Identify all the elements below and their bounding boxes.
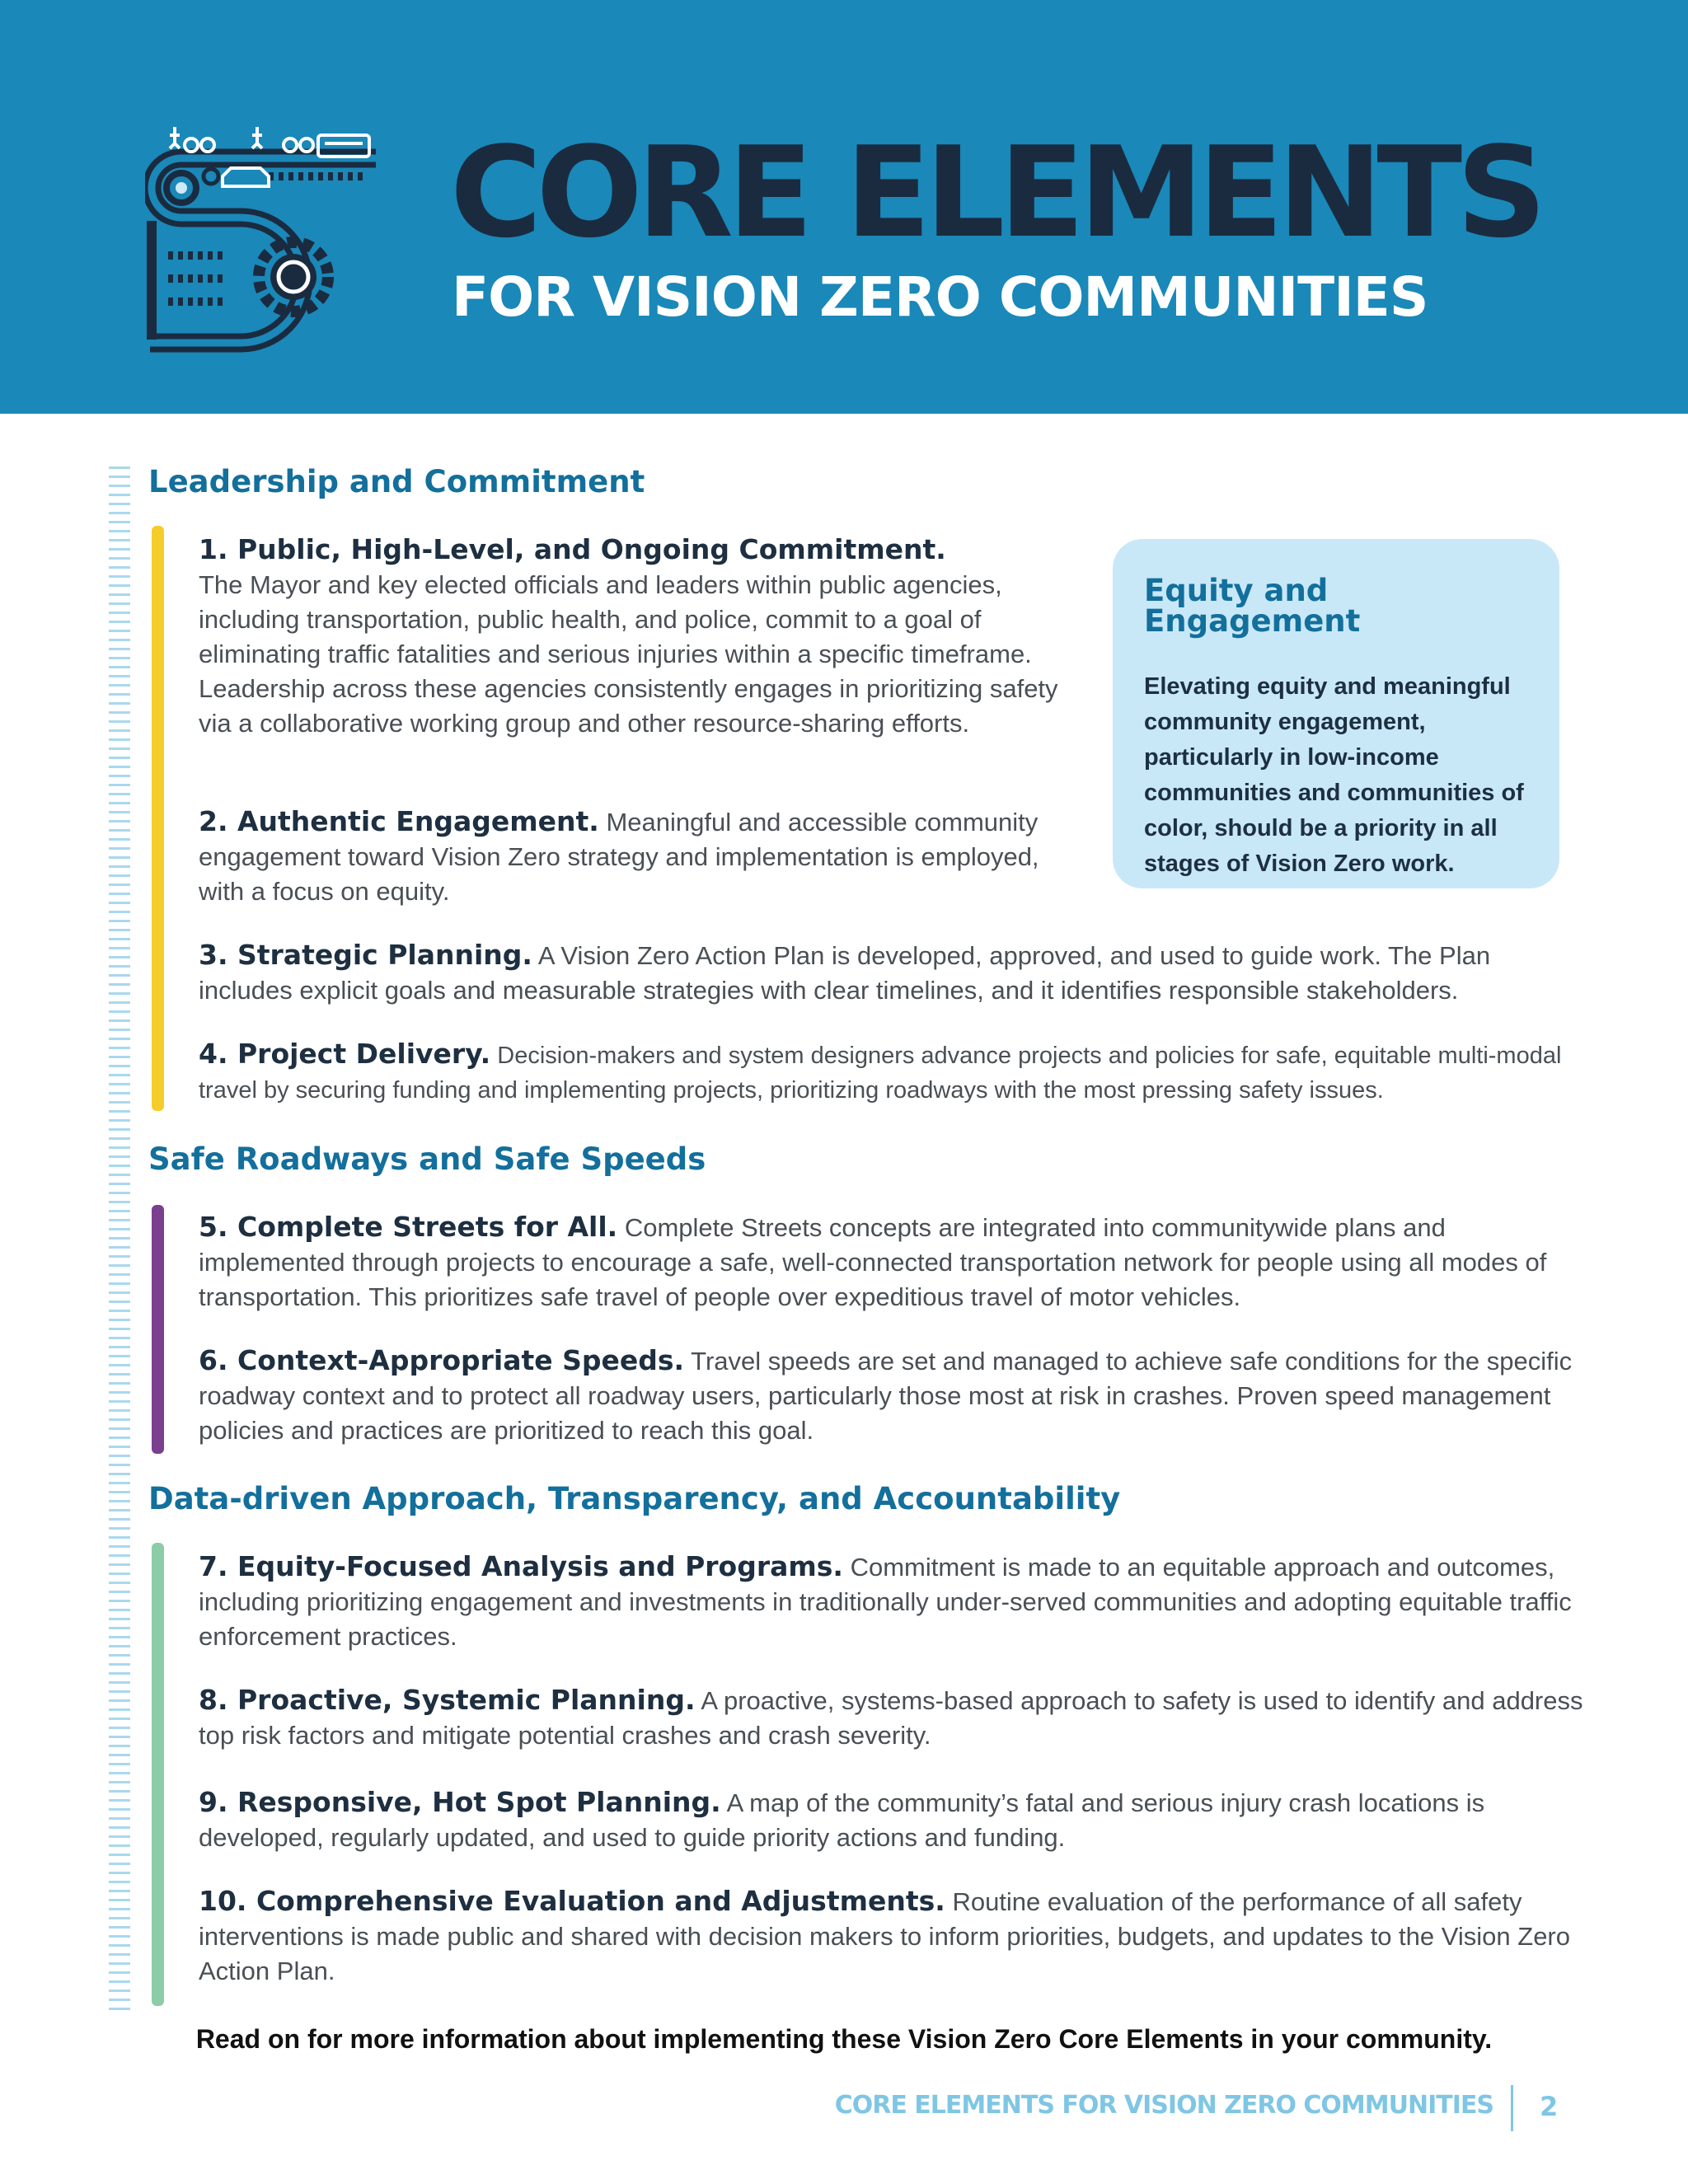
core-element-item [199, 1343, 1583, 1448]
five-conveyor-icon [145, 124, 384, 354]
core-element-item [199, 1785, 1583, 1855]
section-heading-roadways: Safe Roadways and Safe Speeds [148, 1141, 706, 1177]
section-heading-leadership: Leadership and Commitment [148, 464, 645, 499]
section-heading-data: Data-driven Approach, Transparency, and Accountability [148, 1481, 1121, 1516]
equity-callout [1113, 539, 1559, 888]
item-title: 7. Equity-Focused Analysis and Programs. [199, 1550, 843, 1582]
item-text: Meaningful and accessible community engagement toward Vision Zero strategy and implementation is employed, with a focus on equity. [199, 808, 1039, 906]
section-bar-leadership [152, 526, 164, 1111]
core-element-item [199, 1037, 1592, 1108]
core-element-item [199, 532, 1072, 741]
footer-title: CORE ELEMENTS FOR VISION ZERO COMMUNITIES [834, 2091, 1493, 2120]
item-text: Decision-makers and system designers advance projects and policies for safe, equitable multi-modal travel by securing funding and implementing projects, prioritizing roadways with the most pressing safety issues. [199, 1043, 1562, 1104]
section-bar-data [152, 1543, 164, 2006]
item-text: A Vision Zero Action Plan is developed, approved, and used to guide work. The Plan includes explicit goals and measurable strategies with clear timelines, and it identifies responsible stakeholders. [199, 941, 1491, 1005]
item-text: A proactive, systems-based approach to safety is used to identify and address top risk factors and mitigate potential crashes and crash severity. [199, 1686, 1583, 1750]
ruler-decoration [109, 466, 130, 2011]
item-title: 3. Strategic Planning. [199, 939, 532, 971]
page-title: CORE ELEMENTS [450, 120, 1541, 265]
header-banner [0, 0, 1688, 414]
item-title: 2. Authentic Engagement. [199, 805, 599, 837]
core-element-item [199, 938, 1583, 1008]
item-text: Commitment is made to an equitable approach and outcomes, including prioritizing engagement and investments in traditionally under-served communities and adopting equitable traffic enforcement practices. [199, 1553, 1572, 1651]
item-text: Travel speeds are set and managed to achieve safe conditions for the specific roadway context and to protect all roadway users, particularly those most at risk in crashes. Proven speed management policies and practices are prioritized to reach this goal. [199, 1347, 1573, 1445]
footer-divider [1511, 2085, 1513, 2131]
item-text: The Mayor and key elected officials and leaders within public agencies, including transportation, public health, and police, commit to a goal of eliminating traffic fatalities and serious injuries within a specific timeframe. Leadership across these agencies consistently engages in prioritizing safety via a collaborative working group and other resource-sharing efforts. [199, 570, 1058, 738]
core-element-item [199, 1549, 1583, 1654]
core-element-item [199, 1210, 1583, 1315]
core-element-item [199, 1683, 1583, 1753]
item-title: 1. Public, High-Level, and Ongoing Commitment. [199, 533, 946, 565]
item-title: 8. Proactive, Systemic Planning. [199, 1684, 696, 1716]
core-element-item [199, 804, 1072, 909]
item-text: A map of the community’s fatal and serious injury crash locations is developed, regularly updated, and used to guide priority actions and funding. [199, 1788, 1485, 1852]
item-title: 9. Responsive, Hot Spot Planning. [199, 1786, 721, 1818]
item-title: 5. Complete Streets for All. [199, 1211, 618, 1243]
callout-title: Equity and Engagement [1144, 573, 1361, 639]
page-subtitle: FOR VISION ZERO COMMUNITIES [452, 265, 1428, 329]
item-title: 6. Context-Appropriate Speeds. [199, 1344, 685, 1376]
callout-text: Elevating equity and meaningful community engagement, particularly in low-income communities and communities of color, should be a priority in all stages of Vision Zero work. [1144, 673, 1524, 877]
page-number: 2 [1540, 2091, 1559, 2122]
item-text: Routine evaluation of the performance of all safety interventions is made public and shared with decision makers to inform priorities, budgets, and updates to the Vision Zero Action Plan. [199, 1887, 1570, 1985]
item-title: 10. Comprehensive Evaluation and Adjustments. [199, 1885, 945, 1917]
item-text: Complete Streets concepts are integrated into communitywide plans and implemented through projects to encourage a safe, well-connected transportation network for people using all modes of transportation. This prioritizes safe travel of people over expeditious travel of motor vehicles. [199, 1213, 1547, 1311]
item-title: 4. Project Delivery. [199, 1038, 491, 1070]
section-bar-roadways [152, 1205, 164, 1454]
closing-statement: Read on for more information about implementing these Vision Zero Core Elements in your community. [195, 2024, 1493, 2054]
core-element-item [199, 1884, 1583, 1989]
